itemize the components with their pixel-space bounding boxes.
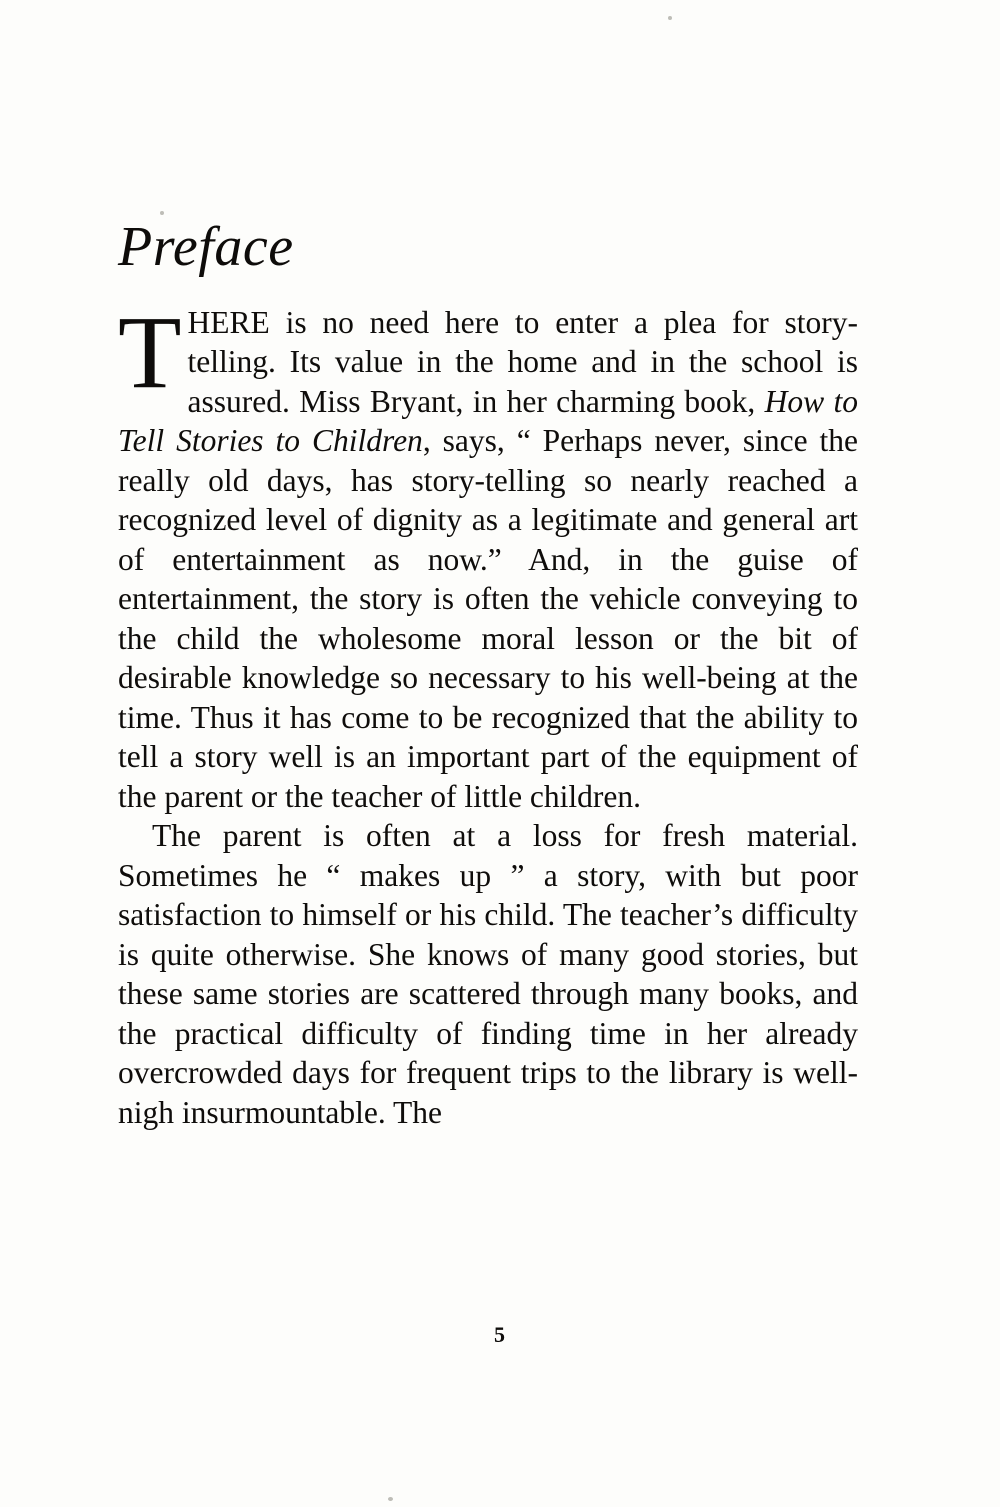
- page-content: [118, 218, 858, 1132]
- drop-cap: T: [118, 294, 182, 410]
- scan-speck: [388, 1497, 393, 1501]
- paragraph-1-lead: HERE is no need here to enter a plea for story-telling. Its value in the home and in the school is assured. Miss Bryant, in her charming book,: [187, 304, 858, 419]
- scan-speck: [160, 211, 164, 215]
- page-title: Preface: [118, 216, 294, 278]
- page-number: 5: [494, 1322, 506, 1347]
- scan-speck: [668, 16, 672, 20]
- book-title-italic: How to Tell Stories to Children: [118, 383, 858, 459]
- paragraph-1: [118, 294, 859, 817]
- paragraph-1-rest: , says, “ Perhaps never, since the really old days, has story-telling so nearly reached a recognized level of dignity as a legitimate and general art of entertainment as now.” And, in the guise of entertainment, the story is often the vehicle conveying to the child the wholesome moral lesson or the bit of desirable knowledge so necessary to his well-being at the time. Thus it has come to be recognized that the ability to tell a story well is an important part of the equipment of the parent or the teacher of little children.: [118, 423, 859, 814]
- paragraph-2: The parent is often at a loss for fresh material. Sometimes he “ makes up ” a story, with but poor satisfaction to himself or his child. The teacher’s difficulty is quite otherwise. She knows of many good stories, but these same stories are scattered through many books, and the practical difficulty of finding time in her already overcrowded days for frequent trips to the library is well-nigh insurmountable. The: [118, 818, 858, 1130]
